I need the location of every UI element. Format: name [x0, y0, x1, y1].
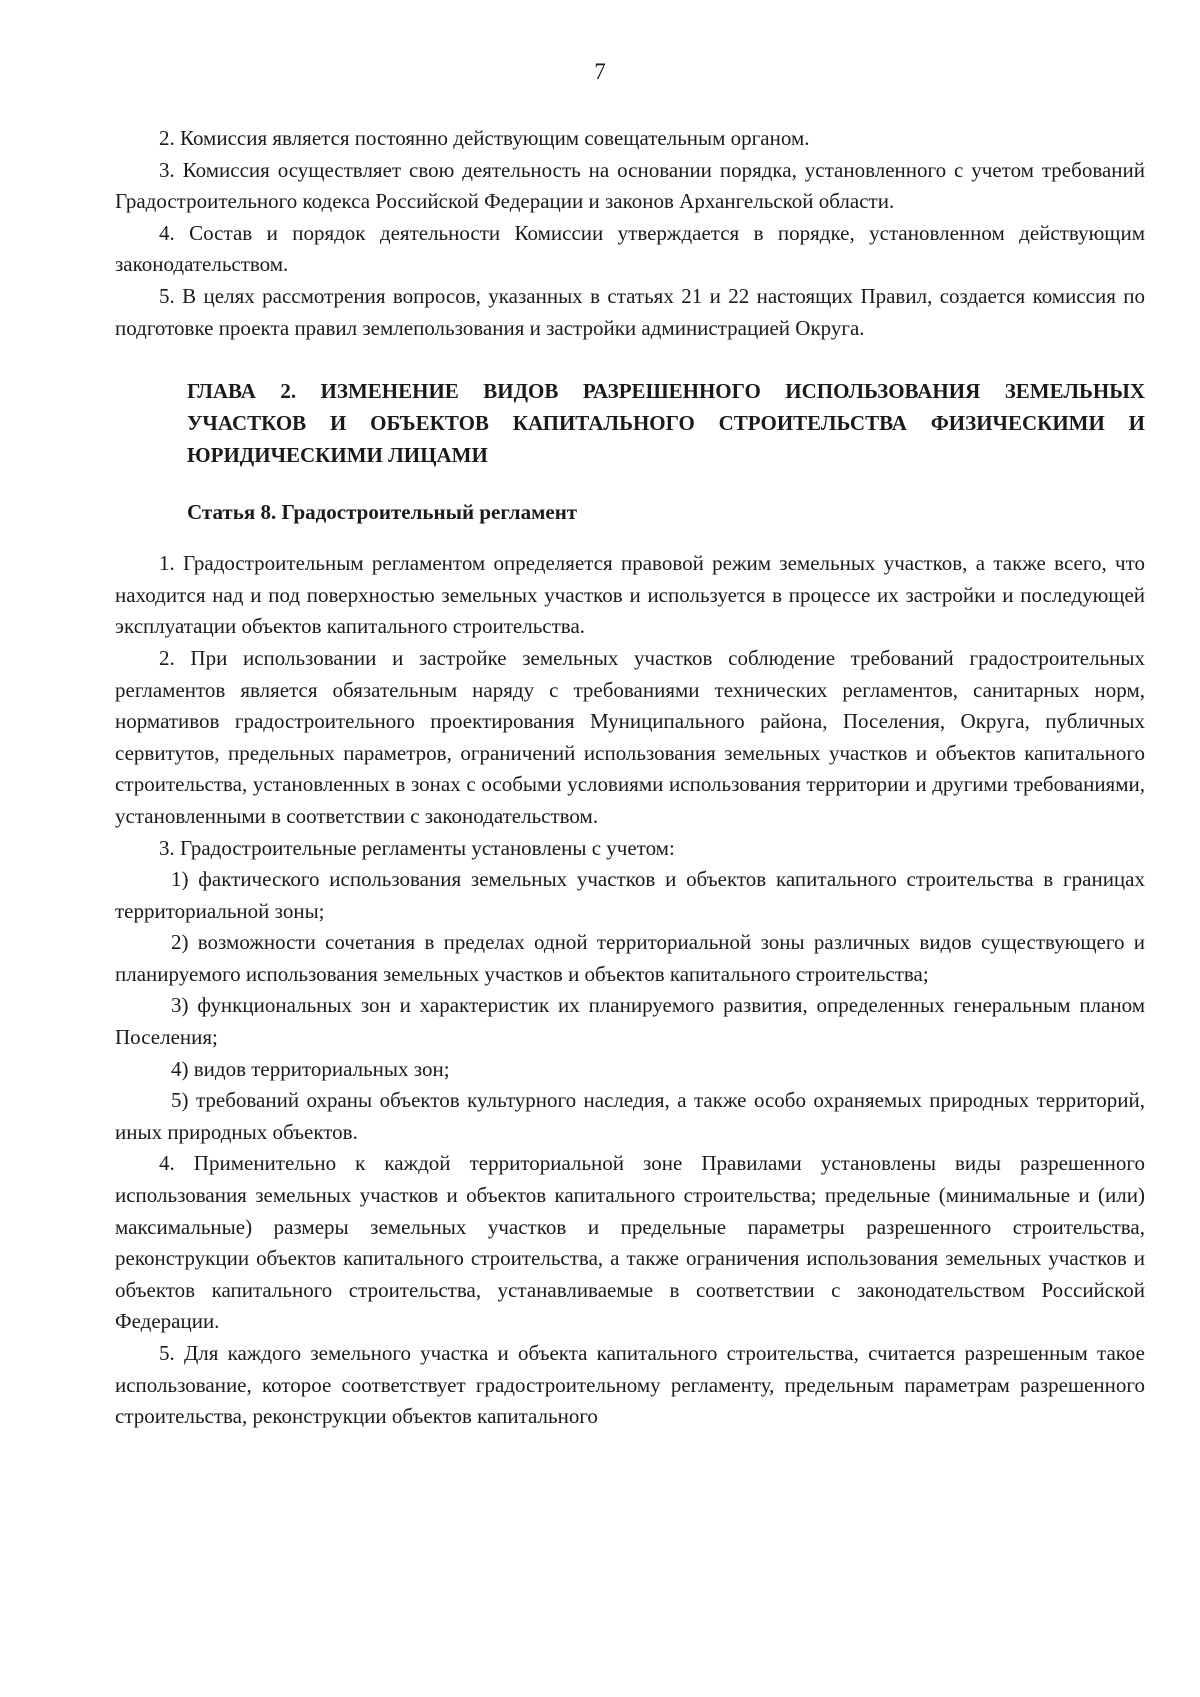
- article-heading: Статья 8. Градостроительный регламент: [187, 500, 578, 525]
- article-body: [115, 548, 1145, 1433]
- document-body: [115, 123, 1145, 1433]
- list-item-1: 1) фактического использования земельных участков и объектов капитального строительства в границах территориальной зоны;: [115, 867, 1145, 923]
- article-paragraph-5: 5. Для каждого земельного участка и объекта капитального строительства, считается разрешенным такое использование, которое соответствует градостроительному регламенту, предельным параметрам разрешенного строительства, реконструкции объектов капитального: [115, 1341, 1145, 1429]
- list-item-3: 3) функциональных зон и характеристик их планируемого развития, определенных генеральным планом Поселения;: [115, 993, 1145, 1050]
- paragraph-commission-2: 2. Комиссия является постоянно действующим совещательным органом.: [159, 126, 810, 150]
- list-item-2: 2) возможности сочетания в пределах одной территориальной зоны различных видов существующего и планируемого использования земельных участков и объектов капитального строительства;: [115, 930, 1145, 986]
- paragraph-commission-5: 5. В целях рассмотрения вопросов, указанных в статьях 21 и 22 настоящих Правил, создается комиссия по подготовке проекта правил землепользования и застройки администрацией Округа.: [115, 283, 1145, 340]
- list-item-4: 4) видов территориальных зон;: [171, 1056, 450, 1081]
- article-paragraph-1: 1. Градостроительным регламентом определяется правовой режим земельных участков, а также всего, что находится над и под поверхностью земельных участков и используется в процессе их застройки и последующей эксплуатации объектов капитального строительства.: [115, 551, 1145, 639]
- chapter-heading: ГЛАВА 2. ИЗМЕНЕНИЕ ВИДОВ РАЗРЕШЕННОГО ИСПОЛЬЗОВАНИЯ ЗЕМЕЛЬНЫХ УЧАСТКОВ И ОБЪЕКТОВ КАПИТАЛЬНОГО СТРОИТЕЛЬСТВА ФИЗИЧЕСКИМИ И ЮРИДИЧЕСКИМИ ЛИЦАМИ: [187, 379, 1145, 468]
- article-paragraph-2: 2. При использовании и застройке земельных участков соблюдение требований градостроительных регламентов является обязательным наряду с требованиями технических регламентов, санитарных норм, нормативов градостроительного проектирования Муниципального района, Поселения, Округа, публичных сервитутов, предельных параметров, ограничений использования земельных участков и объектов капитального строительства, установленных в зонах с особыми условиями использования территории и другими требованиями, установленными в соответствии с законодательством.: [115, 645, 1145, 828]
- paragraph-commission-4: 4. Состав и порядок деятельности Комиссии утверждается в порядке, установленном действующим законодательством.: [115, 220, 1145, 277]
- article-paragraph-3: 3. Градостроительные регламенты установлены с учетом:: [159, 835, 675, 860]
- paragraph-commission-3: 3. Комиссия осуществляет свою деятельность на основании порядка, установленного с учетом требований Градостроительного кодекса Российской Федерации и законов Архангельской области.: [115, 157, 1145, 214]
- page-number: 7: [594, 59, 606, 84]
- list-item-5: 5) требований охраны объектов культурного наследия, а также особо охраняемых природных территорий, иных природных объектов.: [115, 1088, 1145, 1144]
- article-paragraph-4: 4. Применительно к каждой территориальной зоне Правилами установлены виды разрешенного использования земельных участков и объектов капитального строительства; предельные (минимальные и (или) максимальные) размеры земельных участков и предельные параметры разрешенного строительства, реконструкции объектов капитального строительства, а также ограничения использования земельных участков и объектов капитального строительства, устанавливаемые в соответствии с законодательством Российской Федерации.: [115, 1151, 1145, 1334]
